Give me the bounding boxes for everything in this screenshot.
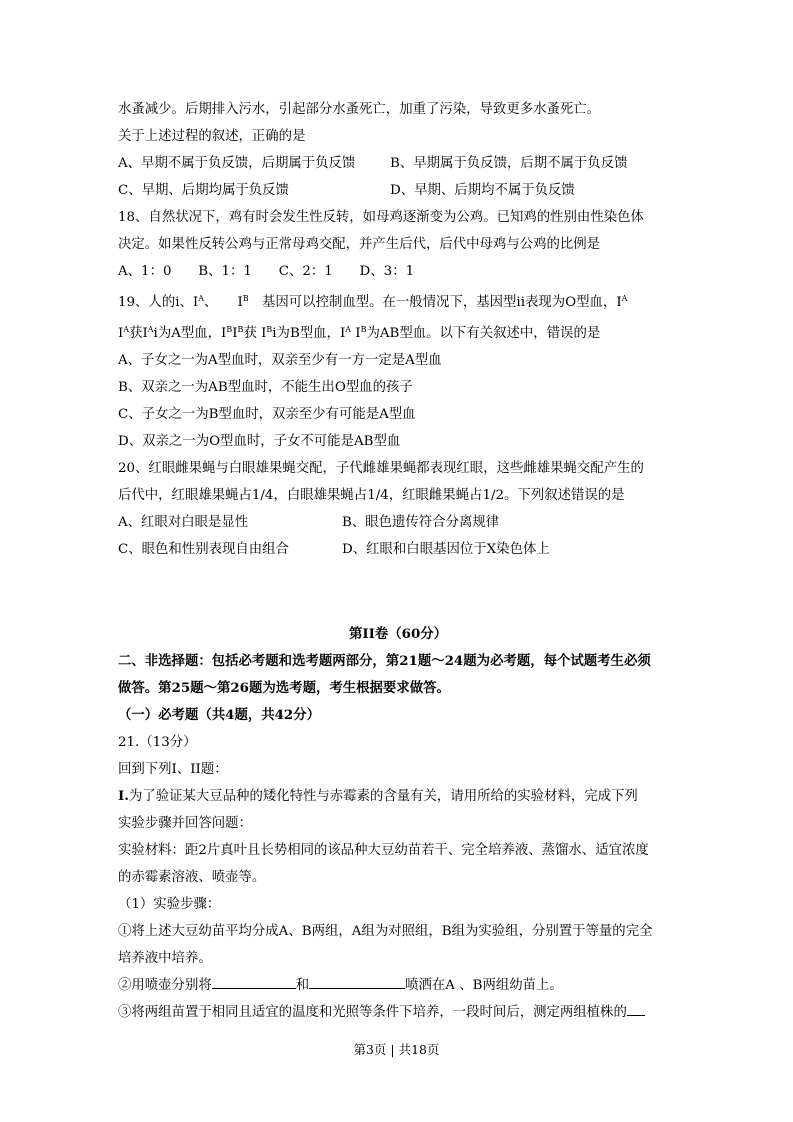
part-heading: （一）必考题（共4题，共42分） bbox=[118, 707, 321, 723]
q21-line-4: 实验材料：距2片真叶且长势相同的该品种大豆幼苗若干、完全培养液、蒸馏水、适宜浓度 bbox=[118, 843, 649, 858]
q18-options: A、1：0 B、1：1 C、2：1 D、3：1 bbox=[118, 264, 415, 279]
q19-line-1 bbox=[118, 285, 678, 316]
q21-step-2 bbox=[118, 972, 678, 999]
q20-option-b: B、眼色遗传符合分离规律 bbox=[342, 515, 500, 530]
q20-option-a: A、红眼对白眼是显性 bbox=[118, 515, 249, 530]
section-spacer bbox=[118, 563, 678, 620]
q20-options-row-2 bbox=[118, 536, 678, 563]
q21-text: ②用喷壶分别将 bbox=[118, 978, 212, 993]
q19-text: I bbox=[351, 326, 361, 341]
q21-text: 喷洒在A 、B两组幼苗上。 bbox=[405, 978, 563, 993]
q19-option-d: D、双亲之一为O型血时，子女不可能是AB型血 bbox=[118, 434, 401, 449]
section-intro-line-2: 做答。第25题～第26题为选考题，考生根据要求做答。 bbox=[118, 680, 450, 696]
superscript: B bbox=[266, 325, 273, 334]
superscript: A bbox=[345, 325, 352, 334]
superscript: B bbox=[242, 294, 249, 303]
q21-line-2 bbox=[118, 783, 678, 810]
superscript: B bbox=[237, 325, 244, 334]
q19-text: 获I bbox=[129, 326, 148, 341]
answer-blank[interactable] bbox=[212, 972, 296, 989]
q20-option-d: D、红眼和白眼基因位于X染色体上 bbox=[342, 542, 550, 557]
q17-option-b: B、早期属于负反馈，后期不属于负反馈 bbox=[390, 156, 628, 171]
q19-option-c: C、子女之一为B型血时，双亲至少有可能是A型血 bbox=[118, 407, 416, 422]
section-title: 第II卷（60分） bbox=[348, 626, 448, 642]
superscript: A bbox=[147, 325, 154, 334]
superscript: B bbox=[226, 325, 233, 334]
q21-step-1a: ①将上述大豆幼苗平均分成A、B两组，A组为对照组，B组为实验组，分别置于等量的完全 bbox=[118, 924, 653, 939]
q19-line-2 bbox=[118, 316, 678, 347]
q21-text: 为了验证某大豆品种的矮化特性与赤霉素的含量有关，请用所给的实验材料，完成下列 bbox=[128, 789, 638, 804]
q19-text: I bbox=[232, 326, 238, 341]
q19-text: 基因可以控制血型。在一般情况下，基因型ii表现为O型血，I bbox=[248, 295, 622, 310]
q17-options-row-2 bbox=[118, 177, 678, 204]
q20-options-row-1 bbox=[118, 509, 678, 536]
q17-line-2: 关于上述过程的叙述，正确的是 bbox=[118, 129, 306, 144]
section-intro-line-1: 二、非选择题：包括必考题和选考题两部分，第21题～24题为必考题，每个试题考生必须 bbox=[118, 653, 651, 669]
q21-line-3: 实验步骤并回答问题： bbox=[118, 816, 252, 831]
q18-line-1: 18、自然状况下，鸡有时会发生性反转，如母鸡逐渐变为公鸡。已知鸡的性别由性染色体 bbox=[118, 210, 644, 225]
q17-options-row-1 bbox=[118, 150, 678, 177]
superscript: A bbox=[123, 325, 130, 334]
q20-line-1: 20、红眼雌果蝇与白眼雄果蝇交配，子代雌雄果蝇都表现红眼，这些雌雄果蝇交配产生的 bbox=[118, 461, 644, 476]
q19-text: i为A型血，I bbox=[153, 326, 227, 341]
q21-line-5: 的赤霉素溶液、喷壶等。 bbox=[118, 870, 266, 885]
q17-line-1: 水蚤减少。后期排入污水，引起部分水蚤死亡，加重了污染，导致更多水蚤死亡。 bbox=[118, 102, 601, 117]
q19-text: 获 I bbox=[243, 326, 267, 341]
q21-text: ③将两组苗置于相同且适宜的温度和光照等条件下培养，一段时间后，测定两组植株的 bbox=[118, 1005, 627, 1020]
q21-step-3 bbox=[118, 999, 678, 1026]
page-content bbox=[118, 96, 678, 1026]
q21-text: 和 bbox=[295, 978, 310, 993]
q20-line-2: 后代中，红眼雄果蝇占1/4，白眼雄果蝇占1/4，红眼雌果蝇占1/2。下列叙述错误的是 bbox=[118, 488, 625, 503]
q17-option-a: A、早期不属于负反馈，后期属于负反馈 bbox=[118, 156, 356, 171]
q18-line-2: 决定。如果性反转公鸡与正常母鸡交配，并产生后代，后代中母鸡与公鸡的比例是 bbox=[118, 237, 601, 252]
q21-step-1b: 培养液中培养。 bbox=[118, 951, 212, 966]
q21-step-heading: （1）实验步骤： bbox=[118, 897, 221, 912]
q17-option-d: D、早期、后期均不属于负反馈 bbox=[390, 183, 575, 198]
answer-blank[interactable] bbox=[627, 999, 645, 1016]
page-footer: 第3页 | 共18页 bbox=[353, 1042, 440, 1057]
q19-text: i为B型血，I bbox=[272, 326, 346, 341]
q21-heading: 21.（13分） bbox=[118, 735, 197, 750]
answer-blank[interactable] bbox=[309, 972, 405, 989]
q19-text: 、 I bbox=[203, 295, 243, 310]
q21-line-1: 回到下列I、II题： bbox=[118, 762, 228, 777]
q19-option-a: A、子女之一为A型血时，双亲至少有一方一定是A型血 bbox=[118, 353, 442, 368]
superscript: A bbox=[621, 294, 628, 303]
q17-option-c: C、早期、后期均属于负反馈 bbox=[118, 183, 289, 198]
q19-text: I bbox=[118, 326, 124, 341]
roman-numeral: I. bbox=[118, 788, 129, 804]
q20-option-c: C、眼色和性别表现自由组合 bbox=[118, 542, 289, 557]
q19-text: 为AB型血。以下有关叙述中，错误的是 bbox=[366, 326, 601, 341]
superscript: A bbox=[198, 294, 204, 303]
q19-option-b: B、双亲之一为AB型血时，不能生出O型血的孩子 bbox=[118, 380, 413, 395]
q19-text: 19、人的i、I bbox=[118, 295, 199, 310]
superscript: B bbox=[360, 325, 367, 334]
